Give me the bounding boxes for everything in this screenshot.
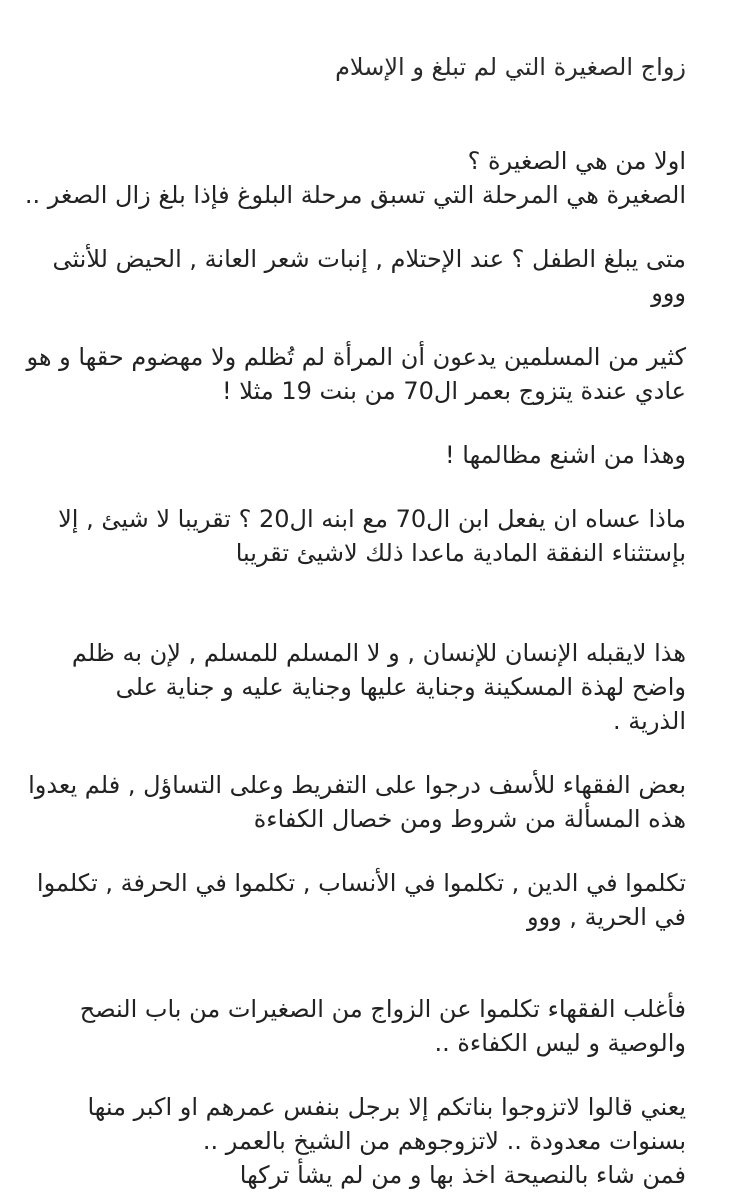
text-line: فأغلب الفقهاء تكلموا عن الزواج من الصغيرات من باب النصح xyxy=(79,995,686,1023)
text-line: في الحرية , ووو xyxy=(526,903,686,931)
paragraph-3 xyxy=(26,340,686,408)
text-line: تكلموا في الدين , تكلموا في الأنساب , تكلموا في الحرفة , تكلموا xyxy=(36,869,686,897)
paragraph-2 xyxy=(26,242,686,310)
text-line: الذرية . xyxy=(613,707,686,735)
paragraph-8 xyxy=(26,866,686,934)
text-line: اولا من هي الصغيرة ؟ xyxy=(467,147,686,175)
text-line: يعني قالوا لاتزوجوا بناتكم إلا برجل بنفس عمرهم او اكبر منها xyxy=(87,1093,686,1121)
text-line: فمن شاء بالنصيحة اخذ بها و من لم يشأ تركها xyxy=(239,1161,686,1189)
text-line: ووو xyxy=(651,279,686,307)
text-line: كثير من المسلمين يدعون أن المرأة لم تُظلم ولا مهضوم حقها و هو xyxy=(26,343,686,371)
text-line: بسنوات معدودة .. لاتزوجوهم من الشيخ بالعمر .. xyxy=(202,1127,686,1155)
text-line: بعض الفقهاء للأسف درجوا على التفريط وعلى التساؤل , فلم يعدوا xyxy=(28,771,686,799)
paragraph-10 xyxy=(26,1090,686,1192)
text-line: هذه المسألة من شروط ومن خصال الكفاءة xyxy=(253,805,686,833)
text-line: الصغيرة هي المرحلة التي تسبق مرحلة البلوغ فإذا بلغ زال الصغر .. xyxy=(24,181,686,209)
paragraph-4 xyxy=(26,438,686,472)
paragraph-6 xyxy=(26,636,686,738)
paragraph-1 xyxy=(26,144,686,212)
page-title: زواج الصغيرة التي لم تبلغ و الإسلام xyxy=(335,53,686,81)
paragraph-5 xyxy=(26,502,686,570)
text-line: بإستثناء النفقة المادية ماعدا ذلك لاشيئ تقريبا xyxy=(235,539,686,567)
document-body xyxy=(26,144,686,1192)
text-line: واضح لهذة المسكينة وجناية عليها وجناية عليه و جناية على xyxy=(115,673,686,701)
paragraph-9 xyxy=(26,992,686,1060)
paragraph-7 xyxy=(26,768,686,836)
text-line: عادي عندة يتزوج بعمر ال70 من بنت 19 مثلا ! xyxy=(222,377,686,405)
text-line: وهذا من اشنع مظالمها ! xyxy=(445,441,686,469)
text-line: هذا لايقبله الإنسان للإنسان , و لا المسلم للمسلم , لإن به ظلم xyxy=(71,639,686,667)
text-line: والوصية و ليس الكفاءة .. xyxy=(434,1029,686,1057)
text-line: متى يبلغ الطفل ؟ عند الإحتلام , إنبات شعر العانة , الحيض للأنثى xyxy=(52,245,686,273)
text-line: ماذا عساه ان يفعل ابن ال70 مع ابنه ال20 ؟ تقريبا لا شيئ , إلا xyxy=(58,505,686,533)
